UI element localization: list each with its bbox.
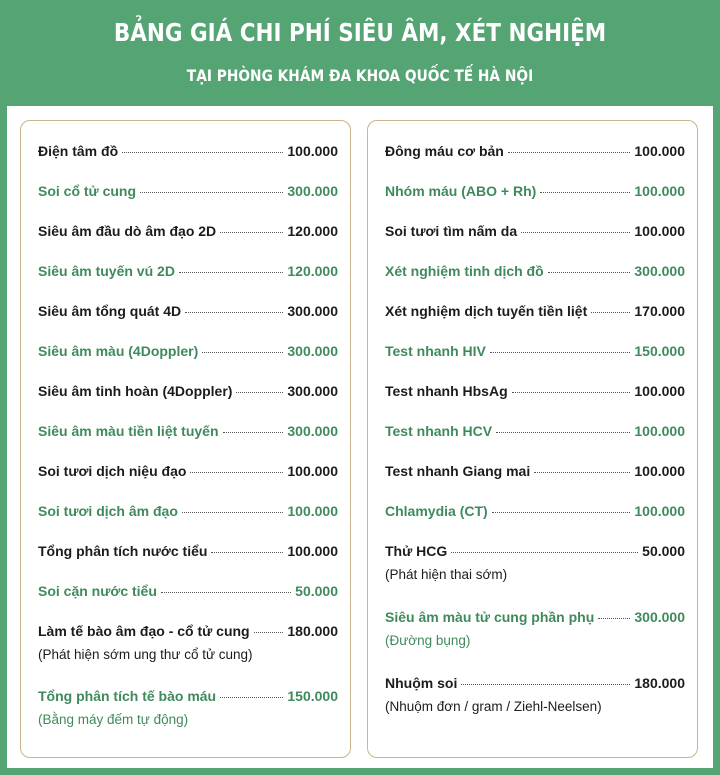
price-row [385,675,685,714]
price-row [38,583,338,599]
price-line [38,423,338,439]
service-price: 180.000 [634,675,685,691]
dot-leader [548,272,631,273]
price-row [38,623,338,662]
page-subtitle: TẠI PHÒNG KHÁM ĐA KHOA QUỐC TẾ HÀ NỘI [186,66,534,85]
price-row [38,463,338,479]
service-price: 100.000 [634,463,685,479]
service-name: Test nhanh HCV [385,423,493,439]
service-name: Điện tâm đồ [38,143,119,159]
dot-leader [236,392,283,393]
page-title: BẢNG GIÁ CHI PHÍ SIÊU ÂM, XÉT NGHIỆM [113,18,607,47]
service-name: Thử HCG [385,543,448,559]
service-name: Soi tươi dịch âm đạo [38,503,178,519]
price-line [385,463,685,479]
dot-leader [461,684,630,685]
dot-leader [490,352,631,353]
service-name: Test nhanh HbsAg [385,383,508,399]
price-row [385,223,685,239]
service-price: 100.000 [634,223,685,239]
left-price-panel [20,120,351,758]
price-sheet [7,106,713,768]
price-line [38,183,338,199]
price-row [385,343,685,359]
service-name: Nhóm máu (ABO + Rh) [385,183,537,199]
service-name: Soi tươi dịch niệu đạo [38,463,187,479]
service-note: (Đường bụng) [385,633,471,648]
dot-leader [220,697,283,698]
price-line [385,343,685,359]
service-price: 100.000 [634,383,685,399]
dot-leader [534,472,630,473]
price-line [38,303,338,319]
price-row [38,343,338,359]
price-row [385,183,685,199]
service-name: Xét nghiệm tinh dịch đồ [385,263,544,279]
price-row [385,609,685,648]
service-price: 100.000 [634,143,685,159]
service-price: 100.000 [287,543,338,559]
price-row [38,183,338,199]
dot-leader [521,232,630,233]
price-line [38,463,338,479]
service-note: (Phát hiện thai sớm) [385,567,508,582]
service-price: 150.000 [287,688,338,704]
service-name: Test nhanh HIV [385,343,486,359]
service-price: 100.000 [287,143,338,159]
service-name: Siêu âm tuyến vú 2D [38,263,175,279]
service-price: 300.000 [634,263,685,279]
service-price: 100.000 [287,503,338,519]
service-price: 100.000 [634,503,685,519]
dot-leader [223,432,284,433]
dot-leader [496,432,630,433]
service-price: 100.000 [634,183,685,199]
price-row [38,303,338,319]
service-price: 300.000 [287,303,338,319]
dot-leader [540,192,630,193]
service-name: Test nhanh Giang mai [385,463,531,479]
dot-leader [161,592,291,593]
service-name: Nhuộm soi [385,675,458,691]
service-price: 300.000 [287,423,338,439]
price-row [385,303,685,319]
price-line [385,303,685,319]
price-row [385,143,685,159]
dot-leader [591,312,630,313]
service-price: 180.000 [287,623,338,639]
dot-leader [122,152,283,153]
price-row [38,223,338,239]
dot-leader [492,512,631,513]
dot-leader [211,552,283,553]
dot-leader [202,352,283,353]
price-line [38,503,338,519]
price-line [38,623,338,639]
price-row [385,383,685,399]
price-line [38,688,338,704]
price-line [385,543,685,559]
service-name: Chlamydia (CT) [385,503,488,519]
price-line [385,503,685,519]
service-price: 300.000 [287,383,338,399]
price-row [38,143,338,159]
price-row [385,423,685,439]
price-row [385,463,685,479]
price-line [38,543,338,559]
service-name: Siêu âm màu tử cung phần phụ [385,609,595,625]
service-price: 50.000 [642,543,685,559]
dot-leader [182,512,284,513]
price-line [385,609,685,625]
price-line [385,223,685,239]
service-note: (Nhuộm đơn / gram / Ziehl-Neelsen) [385,699,602,714]
price-row [38,503,338,519]
price-row [38,423,338,439]
dot-leader [512,392,631,393]
service-price: 120.000 [287,223,338,239]
dot-leader [598,618,630,619]
service-name: Đông máu cơ bản [385,143,504,159]
service-note: (Bằng máy đếm tự động) [38,712,189,727]
dot-leader [254,632,284,633]
price-row [38,383,338,399]
price-row [385,543,685,582]
service-name: Soi cặn nước tiểu [38,583,157,599]
price-line [38,343,338,359]
price-line [385,183,685,199]
header-banner [0,0,720,106]
price-row [385,503,685,519]
service-name: Làm tế bào âm đạo - cổ tử cung [38,623,250,639]
service-name: Tổng phân tích nước tiểu [38,543,208,559]
dot-leader [451,552,638,553]
price-line [38,263,338,279]
price-line [385,423,685,439]
service-price: 100.000 [287,463,338,479]
service-price: 120.000 [287,263,338,279]
price-line [385,143,685,159]
service-name: Tổng phân tích tế bào máu [38,688,217,704]
service-price: 300.000 [287,183,338,199]
service-price: 50.000 [295,583,338,599]
service-name: Siêu âm tinh hoàn (4Doppler) [38,383,233,399]
dot-leader [190,472,283,473]
service-price: 100.000 [634,423,685,439]
dot-leader [179,272,283,273]
price-line [385,675,685,691]
service-price: 300.000 [287,343,338,359]
price-line [38,223,338,239]
service-name: Soi cổ tử cung [38,183,137,199]
price-row [38,263,338,279]
dot-leader [140,192,283,193]
price-row [385,263,685,279]
service-name: Siêu âm màu tiền liệt tuyến [38,423,219,439]
price-line [385,383,685,399]
price-line [385,263,685,279]
service-name: Siêu âm màu (4Doppler) [38,343,199,359]
price-row [38,688,338,727]
service-name: Soi tươi tìm nấm da [385,223,518,239]
service-name: Siêu âm đầu dò âm đạo 2D [38,223,217,239]
dot-leader [220,232,283,233]
service-name: Xét nghiệm dịch tuyến tiền liệt [385,303,588,319]
service-price: 150.000 [634,343,685,359]
service-note: (Phát hiện sớm ung thư cổ tử cung) [38,647,253,662]
service-price: 300.000 [634,609,685,625]
price-line [38,583,338,599]
service-name: Siêu âm tổng quát 4D [38,303,182,319]
dot-leader [508,152,631,153]
dot-leader [185,312,283,313]
price-row [38,543,338,559]
service-price: 170.000 [634,303,685,319]
price-line [38,143,338,159]
price-line [38,383,338,399]
right-price-panel [367,120,698,758]
